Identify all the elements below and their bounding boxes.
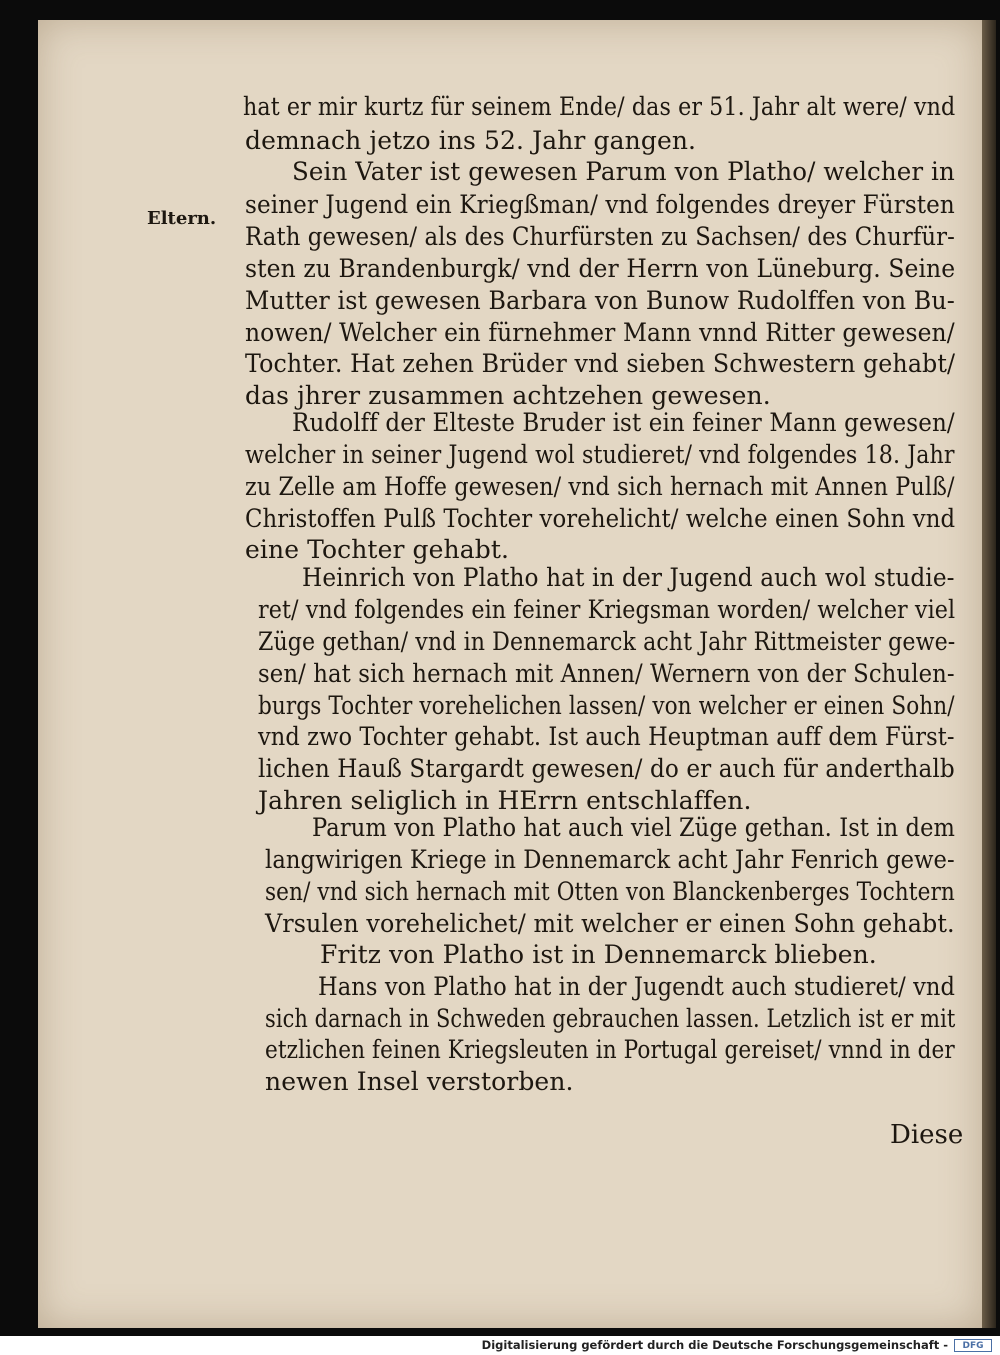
text-line: Mutter ist gewesen Barbara von Bunow Rudolffen von Bu- <box>245 286 955 315</box>
text-line: Vrsulen vorehelichet/ mit welcher er einen Sohn gehabt. <box>265 909 955 938</box>
text-line: hat er mir kurtz für seinem Ende/ das er 51. Jahr alt were/ vnd <box>243 92 956 121</box>
text-line: eine Tochter gehabt. <box>245 535 510 564</box>
footer-bar <box>0 1336 1000 1355</box>
page-edge <box>982 20 996 1328</box>
text-line: sen/ vnd sich hernach mit Otten von Blanckenberges Tochtern <box>265 877 955 906</box>
text-line: lichen Hauß Stargardt gewesen/ do er auch für anderthalb <box>258 754 955 783</box>
text-line: seiner Jugend ein Kriegßman/ vnd folgendes dreyer Fürsten <box>245 190 955 219</box>
text-line: etzlichen feinen Kriegsleuten in Portugal gereiset/ vnnd in der <box>265 1035 955 1064</box>
text-line: Parum von Platho hat auch viel Züge gethan. Ist in dem <box>312 813 956 842</box>
funding-credit: Digitalisierung gefördert durch die Deutsche Forschungsgemeinschaft - <box>481 1338 948 1352</box>
text-line: newen Insel verstorben. <box>265 1067 574 1096</box>
text-line: zu Zelle am Hoffe gewesen/ vnd sich hernach mit Annen Pulß/ <box>245 472 955 501</box>
text-line: Hans von Platho hat in der Jugendt auch studieret/ vnd <box>318 972 956 1001</box>
text-line: demnach jetzo ins 52. Jahr gangen. <box>245 126 697 155</box>
text-line: langwirigen Kriege in Dennemarck acht Jahr Fenrich gewe- <box>265 845 955 874</box>
text-line: das jhrer zusammen achtzehen gewesen. <box>245 381 771 410</box>
text-line: welcher in seiner Jugend wol studieret/ vnd folgendes 18. Jahr <box>245 440 955 469</box>
text-line: Züge gethan/ vnd in Dennemarck acht Jahr Rittmeister gewe- <box>258 627 956 656</box>
catchword: Diese <box>890 1120 964 1150</box>
text-line: Tochter. Hat zehen Brüder vnd sieben Schwestern gehabt/ <box>245 349 956 378</box>
text-line: Jahren seliglich in HErrn entschlaffen. <box>258 786 752 815</box>
dfg-logo-icon <box>954 1339 992 1352</box>
text-line: Sein Vater ist gewesen Parum von Platho/ welcher in <box>292 157 955 186</box>
text-line: Rudolff der Elteste Bruder ist ein feiner Mann gewesen/ <box>292 408 955 437</box>
text-line: burgs Tochter vorehelichen lassen/ von welcher er einen Sohn/ <box>258 691 955 720</box>
text-line: nowen/ Welcher ein fürnehmer Mann vnnd Ritter gewesen/ <box>245 318 955 347</box>
text-line: sten zu Brandenburgk/ vnd der Herrn von Lüneburg. Seine <box>245 254 956 283</box>
text-line: ret/ vnd folgendes ein feiner Kriegsman worden/ welcher viel <box>258 595 956 624</box>
text-line: sich darnach in Schweden gebrauchen lassen. Letzlich ist er mit <box>265 1004 956 1033</box>
text-line: Fritz von Platho ist in Dennemarck blieben. <box>320 940 877 969</box>
dfg-logo-text: DFG <box>962 1340 984 1351</box>
text-line: Rath gewesen/ als des Churfürsten zu Sachsen/ des Churfür- <box>245 222 955 251</box>
margin-note: Eltern. <box>147 208 217 229</box>
text-line: Christoffen Pulß Tochter vorehelicht/ welche einen Sohn vnd <box>245 504 956 533</box>
text-line: Heinrich von Platho hat in der Jugend auch wol studie- <box>302 563 955 592</box>
text-line: sen/ hat sich hernach mit Annen/ Wernern von der Schulen- <box>258 659 955 688</box>
text-line: vnd zwo Tochter gehabt. Ist auch Heuptman auff dem Fürst- <box>258 722 955 751</box>
